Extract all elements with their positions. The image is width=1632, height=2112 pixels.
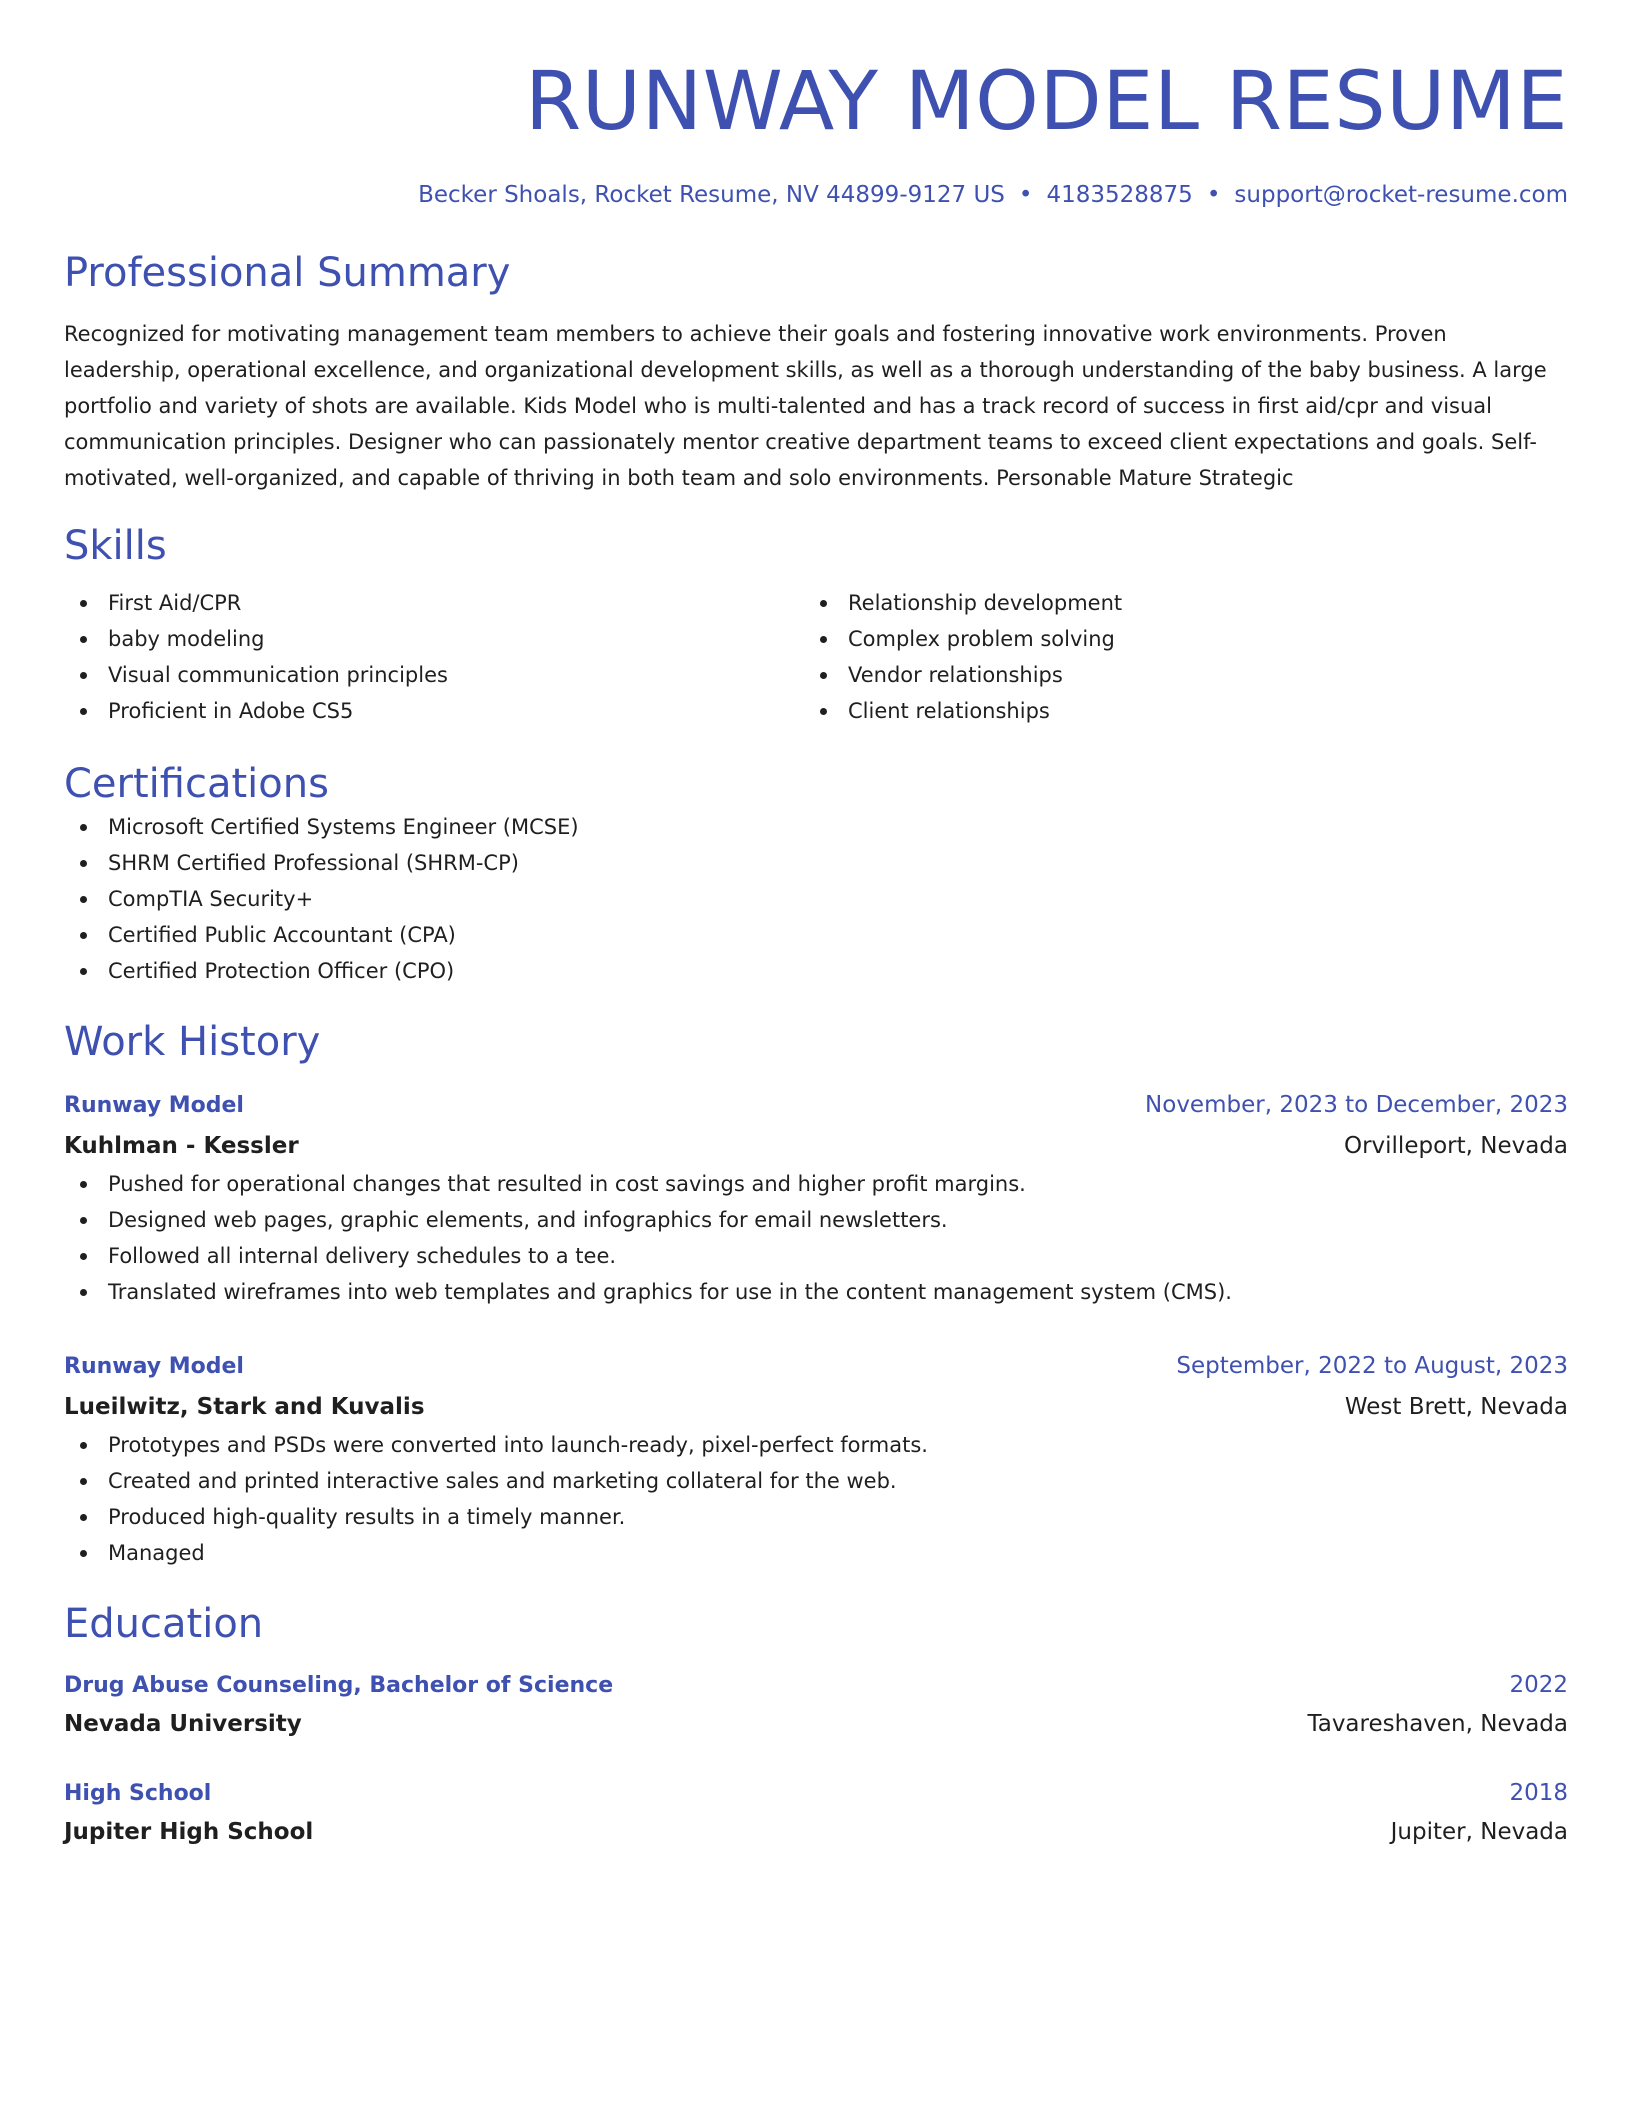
contact-email[interactable]: support@rocket-resume.com bbox=[1234, 182, 1568, 208]
job-header-row bbox=[64, 1346, 1568, 1387]
job-bullet: Prototypes and PSDs were converted into launch-ready, pixel-perfect formats. bbox=[64, 1427, 1568, 1463]
skill-item: Relationship development bbox=[804, 585, 1544, 621]
job-header-row bbox=[64, 1085, 1568, 1126]
education-school: Nevada University bbox=[64, 1711, 302, 1737]
job-bullet: Created and printed interactive sales and marketing collateral for the web. bbox=[64, 1463, 1568, 1499]
education-entry bbox=[64, 1665, 1568, 1743]
education-heading: Education bbox=[64, 1601, 264, 1647]
job-company: Lueilwitz, Stark and Kuvalis bbox=[64, 1394, 425, 1420]
education-school-row bbox=[64, 1813, 1568, 1851]
education-degree: Drug Abuse Counseling, Bachelor of Science bbox=[64, 1673, 614, 1698]
education-header-row bbox=[64, 1773, 1568, 1813]
education-location: Tavareshaven, Nevada bbox=[1307, 1711, 1568, 1737]
skills-column-left bbox=[64, 585, 804, 729]
job-bullets bbox=[64, 1166, 1568, 1310]
job-bullet: Translated wireframes into web templates and graphics for use in the content management system (CMS). bbox=[64, 1274, 1568, 1310]
job-title: Runway Model bbox=[64, 1354, 244, 1379]
skills-heading: Skills bbox=[64, 523, 167, 569]
job-entry bbox=[64, 1085, 1568, 1310]
certifications-list bbox=[64, 809, 1568, 989]
job-bullet: Managed bbox=[64, 1535, 1568, 1571]
education-year: 2018 bbox=[1509, 1780, 1568, 1806]
job-bullet: Produced high-quality results in a timely manner. bbox=[64, 1499, 1568, 1535]
education-year: 2022 bbox=[1509, 1672, 1568, 1698]
education-school-row bbox=[64, 1705, 1568, 1743]
certifications-heading: Certifications bbox=[64, 761, 329, 807]
summary-text: Recognized for motivating management team members to achieve their goals and fostering innovative work environments. Proven leadership, operational excellence, and organizational development skills, as well as a thorough understanding of the baby business. A large portfolio and variety of shots are available. Kids Model who is multi-talented and has a track record of success in first aid/cpr and visual communication principles. Designer who can passionately mentor creative department teams to exceed client expectations and goals. Self-motivated, well-organized, and capable of thriving in both team and solo environments. Personable Mature Strategic bbox=[64, 322, 1547, 490]
education-header-row bbox=[64, 1665, 1568, 1705]
job-bullet: Followed all internal delivery schedules to a tee. bbox=[64, 1238, 1568, 1274]
contact-phone[interactable]: 4183528875 bbox=[1046, 182, 1193, 208]
contact-address: Becker Shoals, Rocket Resume, NV 44899-9127 US bbox=[418, 182, 1005, 208]
certification-item: Microsoft Certified Systems Engineer (MCSE) bbox=[64, 809, 1568, 845]
job-bullet: Pushed for operational changes that resulted in cost savings and higher profit margins. bbox=[64, 1166, 1568, 1202]
job-dates: September, 2022 to August, 2023 bbox=[1176, 1353, 1568, 1379]
education-school: Jupiter High School bbox=[64, 1819, 314, 1845]
contact-separator: • bbox=[1206, 182, 1221, 208]
job-bullet: Designed web pages, graphic elements, and infographics for email newsletters. bbox=[64, 1202, 1568, 1238]
skill-item: Visual communication principles bbox=[64, 657, 804, 693]
job-entry bbox=[64, 1346, 1568, 1571]
skills-grid bbox=[64, 585, 1568, 729]
certification-item: SHRM Certified Professional (SHRM-CP) bbox=[64, 845, 1568, 881]
skills-column-right bbox=[804, 585, 1544, 729]
skill-item: Vendor relationships bbox=[804, 657, 1544, 693]
contact-line bbox=[64, 180, 1568, 210]
job-bullets bbox=[64, 1427, 1568, 1571]
skill-item: Complex problem solving bbox=[804, 621, 1544, 657]
resume-title: RUNWAY MODEL RESUME bbox=[525, 55, 1568, 149]
skill-item: Proficient in Adobe CS5 bbox=[64, 693, 804, 729]
skills-list-left bbox=[64, 585, 804, 729]
certification-item: CompTIA Security+ bbox=[64, 881, 1568, 917]
job-location: West Brett, Nevada bbox=[1344, 1394, 1568, 1420]
education-entry bbox=[64, 1773, 1568, 1851]
certification-item: Certified Public Accountant (CPA) bbox=[64, 917, 1568, 953]
contact-separator: • bbox=[1018, 182, 1033, 208]
skill-item: First Aid/CPR bbox=[64, 585, 804, 621]
certification-item: Certified Protection Officer (CPO) bbox=[64, 953, 1568, 989]
work-history-heading: Work History bbox=[64, 1019, 321, 1065]
education-location: Jupiter, Nevada bbox=[1390, 1819, 1568, 1845]
job-company-row bbox=[64, 1387, 1568, 1427]
education-degree: High School bbox=[64, 1781, 212, 1806]
job-location: Orvilleport, Nevada bbox=[1343, 1133, 1568, 1159]
job-company-row bbox=[64, 1126, 1568, 1166]
skill-item: Client relationships bbox=[804, 693, 1544, 729]
summary-heading: Professional Summary bbox=[64, 250, 511, 296]
skills-list-right bbox=[804, 585, 1544, 729]
job-dates: November, 2023 to December, 2023 bbox=[1145, 1092, 1568, 1118]
job-company: Kuhlman - Kessler bbox=[64, 1133, 299, 1159]
skill-item: baby modeling bbox=[64, 621, 804, 657]
job-title: Runway Model bbox=[64, 1093, 244, 1118]
